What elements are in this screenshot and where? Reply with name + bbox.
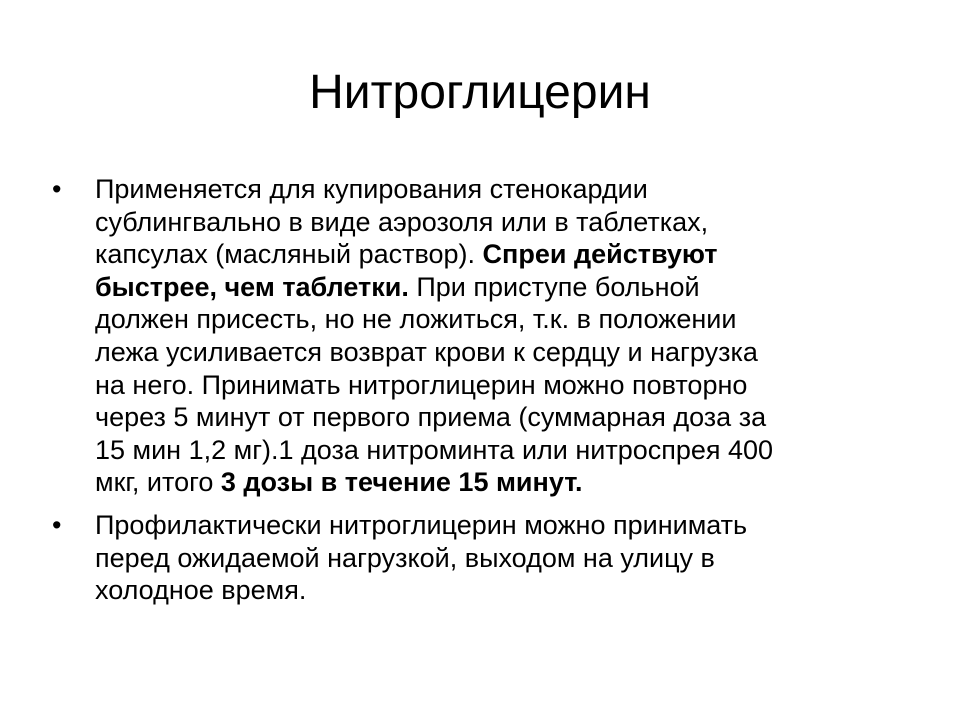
- text-segment: холодное время.: [95, 575, 307, 606]
- bullet-item-prophylaxis: [52, 509, 892, 607]
- text-segment: должен присесть, но не ложиться, т.к. в положении: [95, 304, 737, 335]
- text-line: [95, 173, 892, 206]
- text-segment: Применяется для купирования стенокардии: [95, 174, 648, 204]
- text-segment: лежа усиливается возврат крови к сердцу и нагрузка: [95, 336, 758, 367]
- text-line: [95, 574, 892, 607]
- slide-title: Нитроглицерин: [309, 66, 651, 119]
- text-line: [95, 542, 892, 575]
- text-line: [95, 303, 892, 336]
- text-line: [95, 238, 892, 271]
- bold-text-segment: 3 дозы в течение 15 минут.: [220, 467, 583, 498]
- text-line: [95, 401, 892, 434]
- bullet-item-usage: [52, 173, 892, 499]
- text-segment: капсулах (масляный раствор).: [95, 239, 483, 270]
- bullet-icon: •: [52, 174, 62, 204]
- text-line: [95, 434, 892, 467]
- text-segment: перед ожидаемой нагрузкой, выходом на улицу в: [95, 542, 715, 573]
- bullet-icon: •: [52, 509, 62, 540]
- text-segment: на него. Принимать нитроглицерин можно повторно: [95, 369, 748, 400]
- text-line: [95, 369, 892, 402]
- text-segment: через 5 минут от первого приема (суммарная доза за: [95, 402, 767, 433]
- text-segment: Профилактически нитроглицерин можно принимать: [95, 509, 748, 540]
- text-line: [95, 336, 892, 369]
- bold-text-segment: Спреи действуют: [482, 239, 718, 270]
- text-segment: 15 мин 1,2 мг).1 доза нитроминта или нитроспрея 400: [95, 434, 774, 465]
- text-line: [95, 271, 892, 304]
- text-line: [95, 206, 892, 239]
- text-segment: При приступе больной: [408, 271, 700, 302]
- bullet-list: [52, 173, 892, 617]
- text-line: [95, 509, 892, 542]
- text-segment: мкг, итого: [95, 467, 221, 498]
- text-line: [95, 466, 892, 499]
- bold-text-segment: быстрее, чем таблетки.: [95, 271, 409, 302]
- text-segment: сублингвально в виде аэрозоля или в таблетках,: [95, 206, 709, 237]
